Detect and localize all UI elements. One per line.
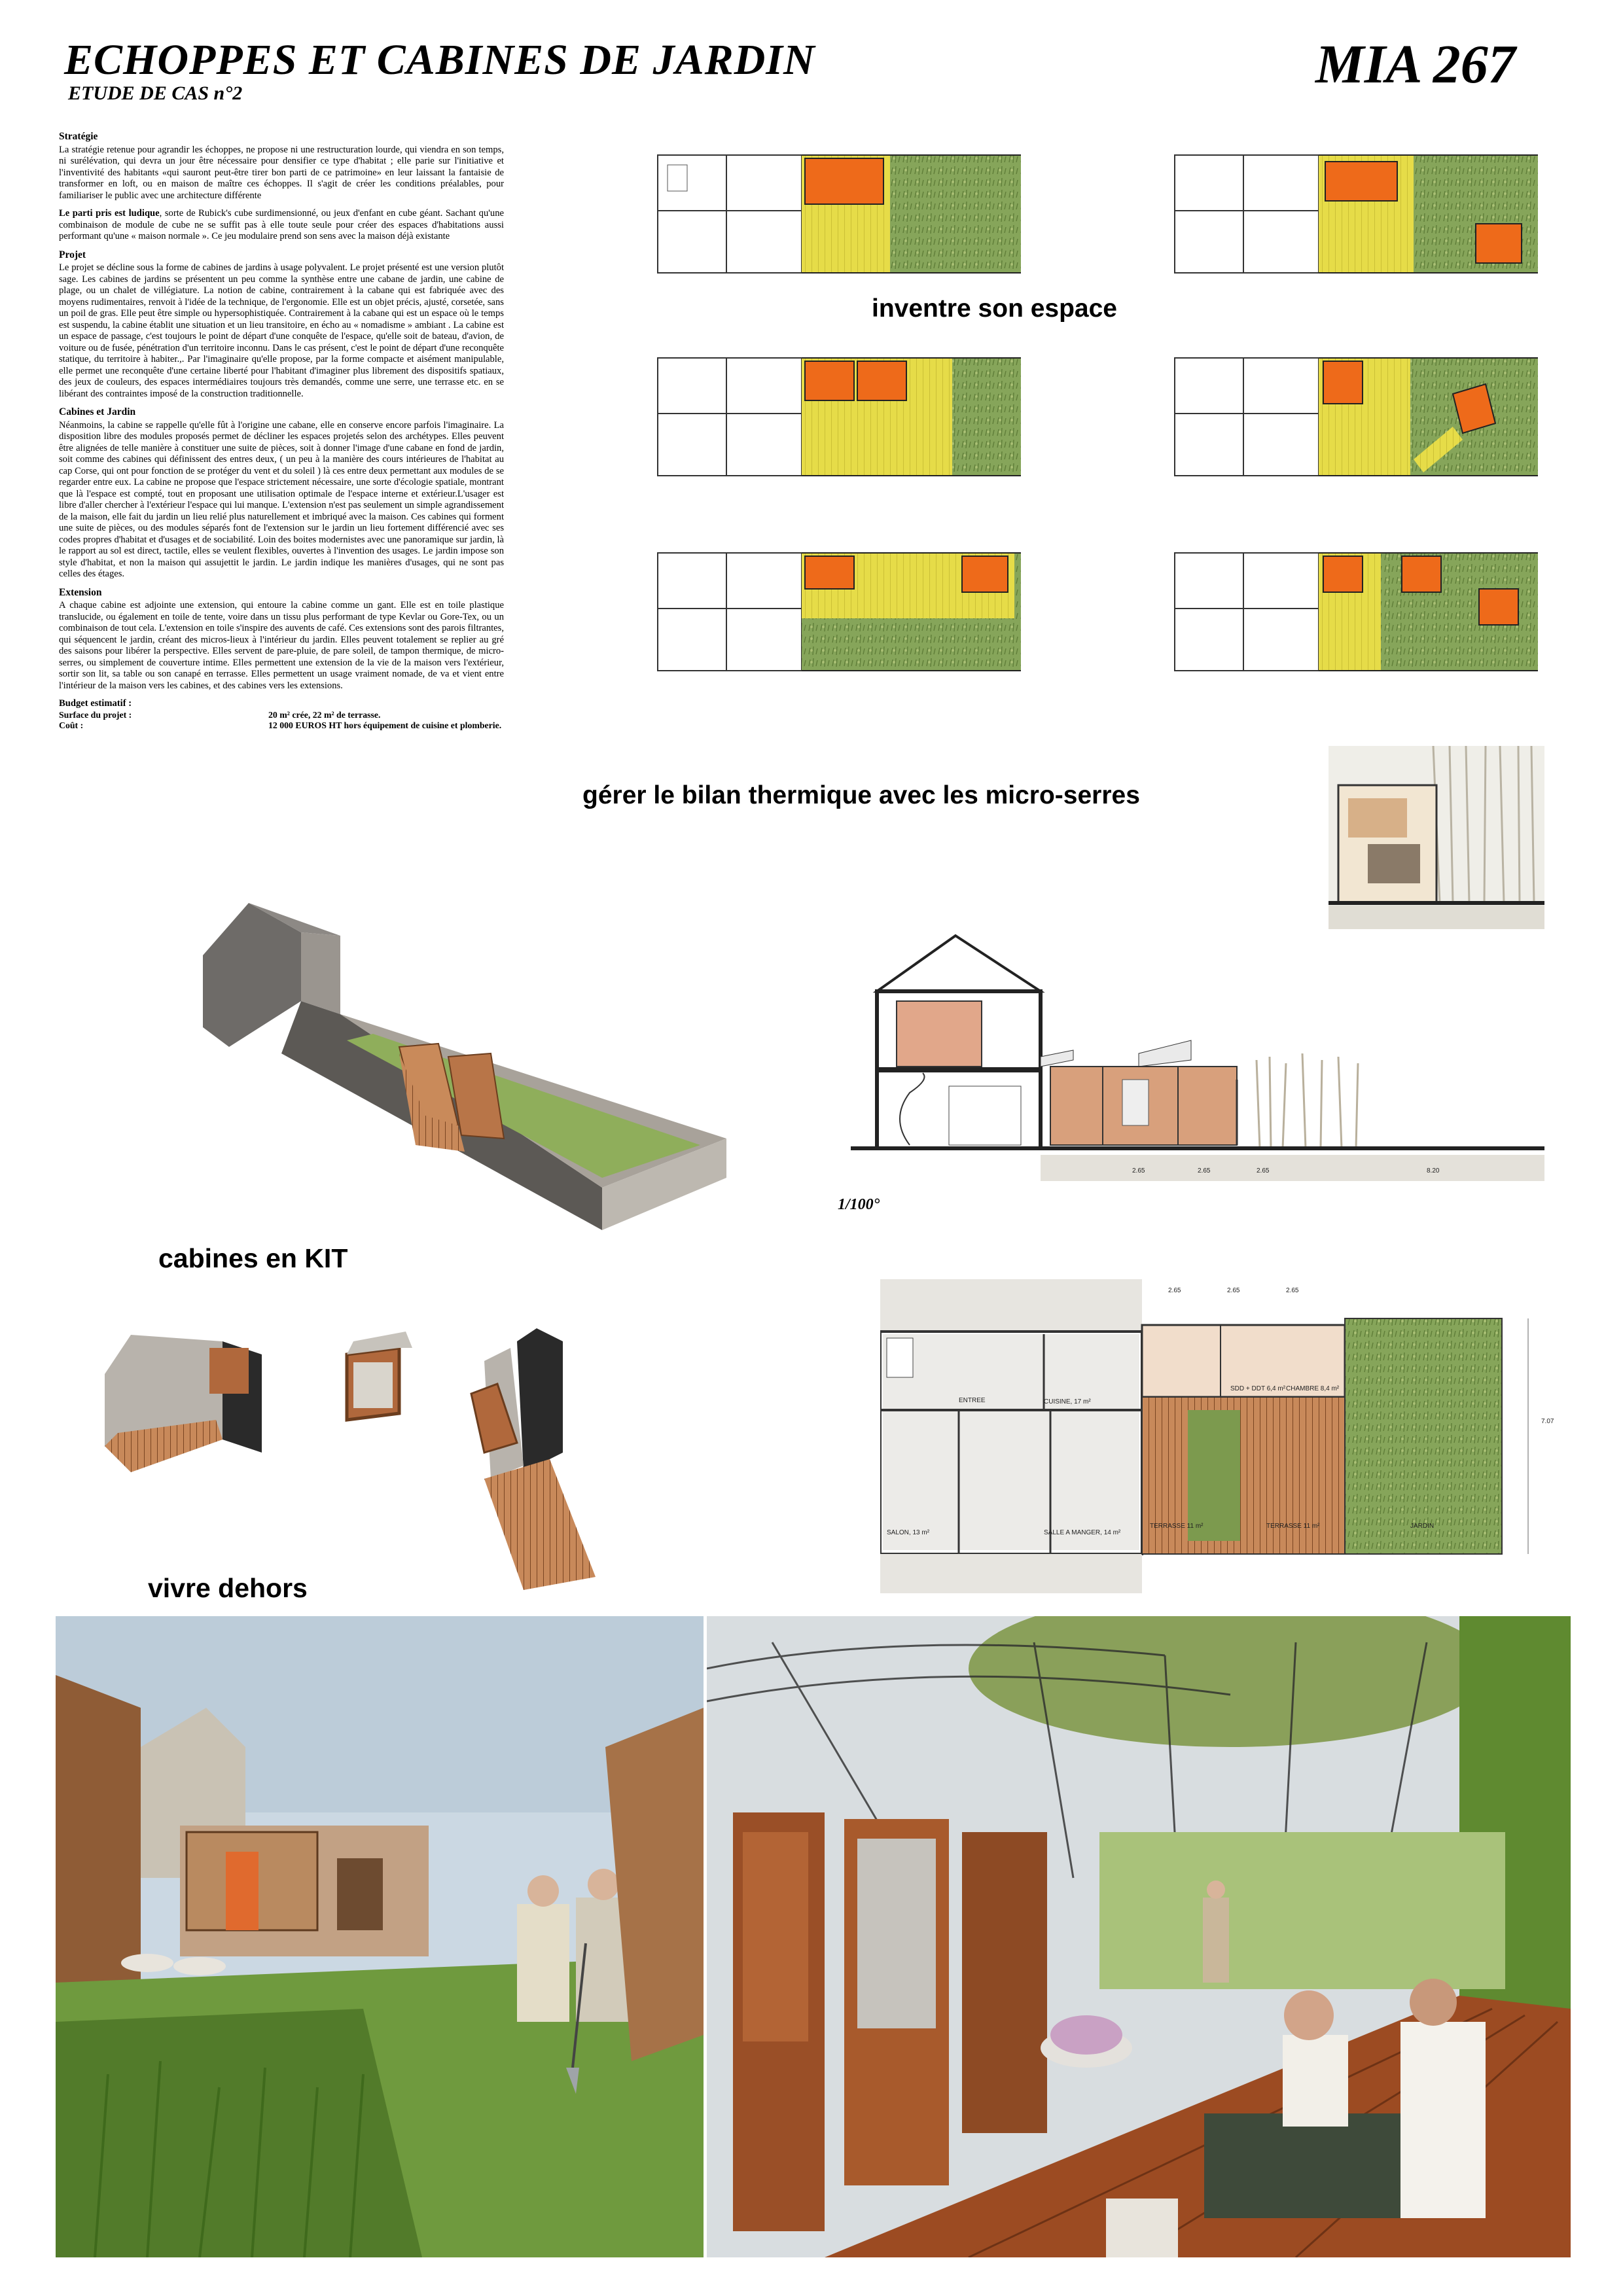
page-subtitle: ETUDE DE CAS n°2 (68, 82, 243, 104)
para-extension: A chaque cabine est adjointe une extension, qui entoure la cabine comme un gant. Elle est en toile plastique translucide, ou également en toile de tente, voire dans un tissu plus performant de type Kevlar ou Gore-Tex, ou un combinaison de tout cela. L'extension en toile s'inspire des auvents de café. Ces extensions sont des parois filtrantes, qui séquencent le jardin, créant des micros-lieux à l'intérieur du jardin. Elles peuvent totalement se replier au gré des saisons pour libérer la perspective. Elles servent de pare-pluie, de pare soleil, de tampon thermique, de micro-serres, ou simplement de couverture intime. Elles permettent une extension de la vie de la maison vers l'extérieur, sortir son lit, sa table ou son canapé en terrasse. Elles permettent un usage vraiment nomade, de va et vient entre l'intérieur de la maison vers les cabines, et des cabines vers les extensions. (59, 600, 504, 691)
room-terrasse-2: TERRASSE 11 m² (1266, 1523, 1320, 1530)
ground-floor-plan (880, 1279, 1580, 1593)
render-garden-couple (56, 1616, 704, 2257)
micro-serre-section (1329, 746, 1544, 929)
plan-variant-2 (1171, 152, 1538, 276)
plan-variant-1 (654, 152, 1021, 276)
heading-strategie: Stratégie (59, 131, 98, 142)
render-terrace-table (707, 1616, 1571, 2257)
budget-value: 20 m² crée, 22 m² de terrasse. (268, 709, 381, 720)
project-code: MIA 267 (1315, 34, 1516, 95)
section-dim-3: 2.65 (1257, 1167, 1270, 1174)
caption-cabines-kit: cabines en KIT (158, 1243, 348, 1273)
budget-row-cout (59, 720, 504, 732)
scale-label: 1/100° (838, 1196, 880, 1213)
room-salle-a-manger: SALLE A MANGER, 14 m² (1044, 1529, 1121, 1536)
building-section-drawing (851, 929, 1544, 1204)
plan-dim-3: 2.65 (1286, 1287, 1299, 1294)
room-cuisine: CUISINE, 17 m² (1044, 1398, 1091, 1405)
budget-row-surface (59, 710, 504, 721)
plan-variant-6 (1171, 550, 1538, 674)
para-strategie: La stratégie retenue pour agrandir les échoppes, ne propose ni une restructuration lourde, qui viendra en son temps, ni surélévation, qui devra un jour être nécessaire pour densifier ce type d'habitat ; elle parie sur l'initiative et l'inventivité des habitants «qui sauront peut-être tirer bon parti de ce patrimoine» en leur laissant la fantaisie de transformer en loft, ou en maison de maître ces échoppes. Il s'agit de créer les conditions préalables, pour familiariser le public avec une architecture différente (59, 144, 504, 201)
room-chambre: CHAMBRE 8,4 m² (1286, 1385, 1340, 1392)
parti-text: , sorte de Rubick's cube surdimensionné, ou jeux d'enfant en cube géant. Sachant qu'une combinaison de module de cube ne se suffit pas à elle toute seule pour créer des espaces d'habitations aussi performant qu'une « maison normale ». Ce jeu modulaire prend son sens avec la maison déjà existante (59, 208, 504, 242)
caption-vivre-dehors: vivre dehors (148, 1573, 308, 1603)
caption-bilan-thermique: gérer le bilan thermique avec les micro-serres (582, 781, 1140, 809)
budget-key: Surface du projet : (59, 709, 132, 720)
section-dim-4: 8.20 (1427, 1167, 1440, 1174)
budget-heading: Budget estimatif : (59, 698, 132, 709)
section-dim-1: 2.65 (1132, 1167, 1145, 1174)
plan-variant-4 (1171, 355, 1538, 479)
parti-lead: Le parti pris est ludique (59, 208, 160, 219)
plan-variant-5 (654, 550, 1021, 674)
para-parti (59, 208, 504, 243)
room-salon: SALON, 13 m² (887, 1529, 930, 1536)
heading-projet: Projet (59, 249, 86, 260)
page-title: ECHOPPES ET CABINES DE JARDIN (64, 36, 815, 84)
caption-invente-espace: inventre son espace (872, 294, 1117, 323)
room-entree: ENTREE (959, 1397, 986, 1404)
plan-dim-2: 2.65 (1227, 1287, 1240, 1294)
plan-dim-1: 2.65 (1168, 1287, 1181, 1294)
budget-block (59, 698, 504, 732)
room-jardin: JARDIN (1410, 1523, 1435, 1530)
text-column (59, 128, 504, 732)
budget-key: Coût : (59, 720, 84, 731)
room-sdd: SDD + DDT 6,4 m² (1230, 1385, 1285, 1392)
para-cabines: Néanmoins, la cabine se rappelle qu'elle fût à l'origine une cabane, elle en conserve encore parfois l'imaginaire. La disposition libre des modules proposés permet de décliner les espaces projetés selon des archétypes. Elles peuvent être alignées de telle manière à constituer une suite de pièces, soit à donner l'image d'une cabane en fond de jardin, soit comme des cabines qui définissent des entres deux, ( un peu à la manière des cours intérieures de l'habitat au cap Corse, qui ont pour fonction de se protéger du vent et du soleil ) là ces entre deux permettant aux modules de se regarder entre eux. La cabine ne propose que l'espace strictement nécessaire, une sorte d'écologie spatiale, montrant que là l'espace est compté, tout en proposant une utilisation optimale de l'espace interne et extérieur.L'usager est libre d'aller chercher à l'extérieur l'espace qui lui manque. L'extension n'est pas seulement un simple agrandissement de la maison, elle fait du jardin un lieu relié plus naturellement et imbriqué avec la maison. Ces cabines qui forment une suite de pièces, ou des modules séparés font de l'extension sur le jardin un lieu fortement différencié avec ses codes propres d'habitat et d'usages et de sociabilité. Loin des boites modernistes avec une panoramique sur jardin, là le rapport au sol est direct, tactile, elles se veulent flexibles, ouvertes à l'invention des usages. Le jardin impose son style d'habitat, et non la maison qui assujettit le jardin. Le jardin indique les manières d'usages, qui ne sont pas celles des étages. (59, 419, 504, 580)
para-projet: Le projet se décline sous la forme de cabines de jardins à usage polyvalent. Le projet présenté est une version plutôt sage. Les cabines de jardins se présentent un peu comme la synthèse entre une cabane de jardin, une cabine de plage, ou un chalet de villégiature. La notion de cabine, contrairement à la cabane qui est fabriquée avec des moyens rudimentaires, renvoit à l'idée de la technique, de l'ergonomie. Elle est un objet précis, ajusté, corsetée, sans un poil de gras. Elle peut être simple ou hypersophistiquée. Contrairement à la cabane qui est un espace où le temps est suspendu, la cabine établit une situation et un lieu transitoire, en écho au « nomadisme » ambiant . La cabine est un espace de passage, c'est toujours le point de départ d'une conquête de l'espace, qu'elle soit de bateau, d'avion, de voiture ou de fusée, pénétration d'un territoire inconnu. Dans le cas présent, c'est le point de départ d'une reconquête statique, du territoire à habiter.,. Par l'imaginaire qu'elle propose, par la forme compacte et aisément manipulable, elle permet une reconquête d'une certaine liberté pour l'habitant d'imaginer plus librement des dispositifs spatiaux, des jeux de couleurs, des espaces intermédiaires toujours très demandés, comme une serre, une terrasse etc. en se libérant des contraintes imposé de la construction traditionnelle. (59, 262, 504, 399)
budget-value: 12 000 EUROS HT hors équipement de cuisine et plomberie. (268, 720, 502, 731)
plan-dim-height: 7.07 (1541, 1418, 1554, 1425)
heading-cabines: Cabines et Jardin (59, 406, 136, 418)
heading-extension: Extension (59, 586, 102, 598)
room-terrasse-1: TERRASSE 11 m² (1150, 1523, 1204, 1530)
axonometric-model (190, 890, 753, 1230)
exploded-cabin-modules (92, 1302, 654, 1590)
section-dim-2: 2.65 (1198, 1167, 1211, 1174)
plan-variant-3 (654, 355, 1021, 479)
